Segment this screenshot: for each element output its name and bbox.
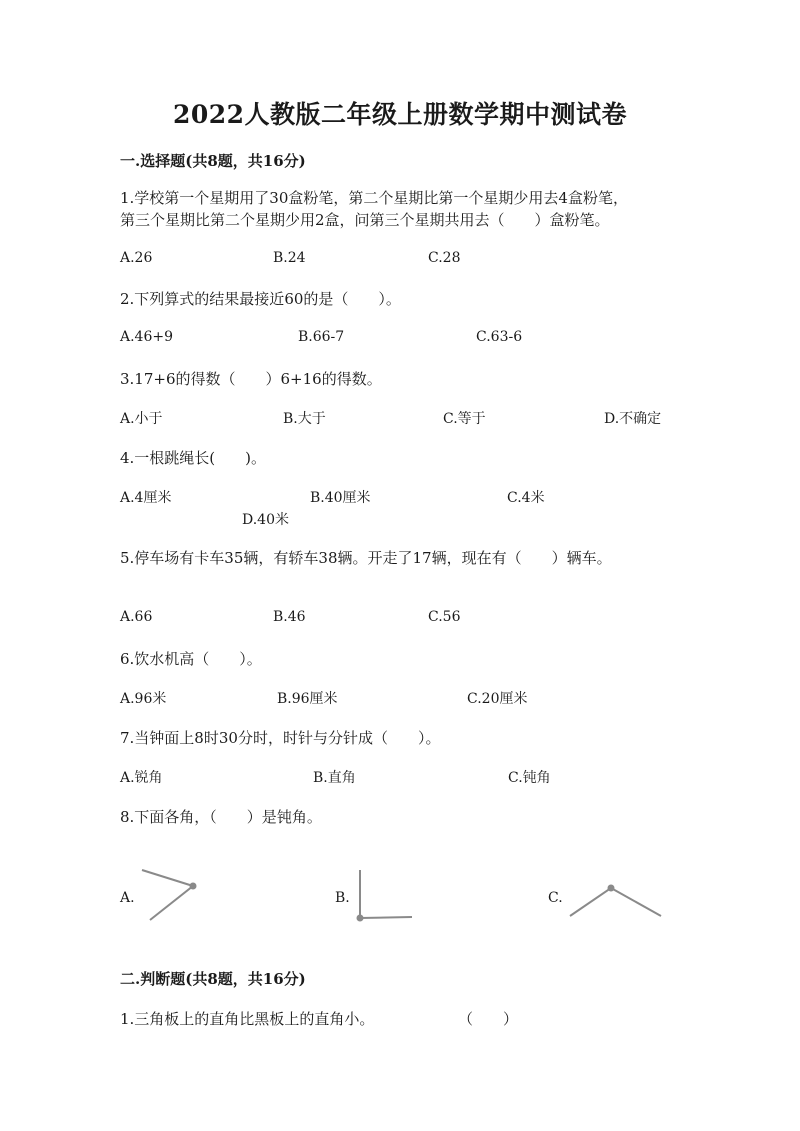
question-7: 7.当钟面上8时30分时，时针与分针成（ ）。: [120, 729, 441, 747]
question-2: 2.下列算式的结果最接近60的是（ ）。: [120, 290, 401, 308]
q1-option-b: B.24: [273, 250, 306, 266]
q5-option-b: B.46: [273, 609, 306, 625]
judge-answer-blank: （ ）: [458, 1010, 519, 1028]
q8-option-c: C.: [548, 890, 563, 906]
q3-option-d: D.不确定: [604, 411, 662, 427]
q1-option-c: C.28: [428, 250, 461, 266]
q7-option-a: A.锐角: [120, 770, 163, 786]
question-8: 8.下面各角，（ ）是钝角。: [120, 808, 322, 826]
question-3: 3.17+6的得数（ ）6+16的得数。: [120, 370, 382, 388]
question-4: 4.一根跳绳长( )。: [120, 449, 267, 467]
question-5: 5.停车场有卡车35辆，有轿车38辆。开走了17辆，现在有（ ）辆车。: [120, 549, 612, 567]
acute-angle-figure: [138, 864, 208, 924]
right-angle-figure: [352, 866, 416, 926]
q2-option-a: A.46+9: [120, 329, 174, 345]
q4-option-c: C.4米: [507, 490, 545, 506]
q2-option-c: C.63-6: [476, 329, 523, 345]
q7-option-b: B.直角: [313, 770, 356, 786]
q4-option-a: A.4厘米: [120, 490, 172, 506]
question-1-line-2: 第三个星期比第二个星期少用2盒，问第三个星期共用去（ ）盒粉笔。: [120, 211, 610, 229]
q4-option-b: B.40厘米: [310, 490, 371, 506]
q8-option-a: A.: [120, 890, 135, 906]
judge-question-1: 1.三角板上的直角比黑板上的直角小。: [120, 1010, 375, 1028]
q6-option-a: A.96米: [120, 691, 167, 707]
question-6: 6.饮水机高（ ）。: [120, 650, 262, 668]
q3-option-b: B.大于: [283, 411, 326, 427]
q6-option-c: C.20厘米: [467, 691, 528, 707]
q3-option-c: C.等于: [443, 411, 486, 427]
q5-option-c: C.56: [428, 609, 461, 625]
obtuse-angle-figure: [566, 880, 666, 922]
q8-option-b: B.: [335, 890, 350, 906]
section-heading-choice: 一.选择题(共8题，共16分): [120, 152, 306, 170]
q4-option-d: D.40米: [242, 512, 289, 528]
q1-option-a: A.26: [120, 250, 153, 266]
section-heading-judge: 二.判断题(共8题，共16分): [120, 970, 306, 988]
q3-option-a: A.小于: [120, 411, 163, 427]
q5-option-a: A.66: [120, 609, 153, 625]
q7-option-c: C.钝角: [508, 770, 551, 786]
q2-option-b: B.66-7: [298, 329, 345, 345]
question-1-line-1: 1.学校第一个星期用了30盒粉笔，第二个星期比第一个星期少用去4盒粉笔，: [120, 189, 628, 207]
page-title: 2022人教版二年级上册数学期中测试卷: [172, 100, 628, 129]
q6-option-b: B.96厘米: [277, 691, 338, 707]
